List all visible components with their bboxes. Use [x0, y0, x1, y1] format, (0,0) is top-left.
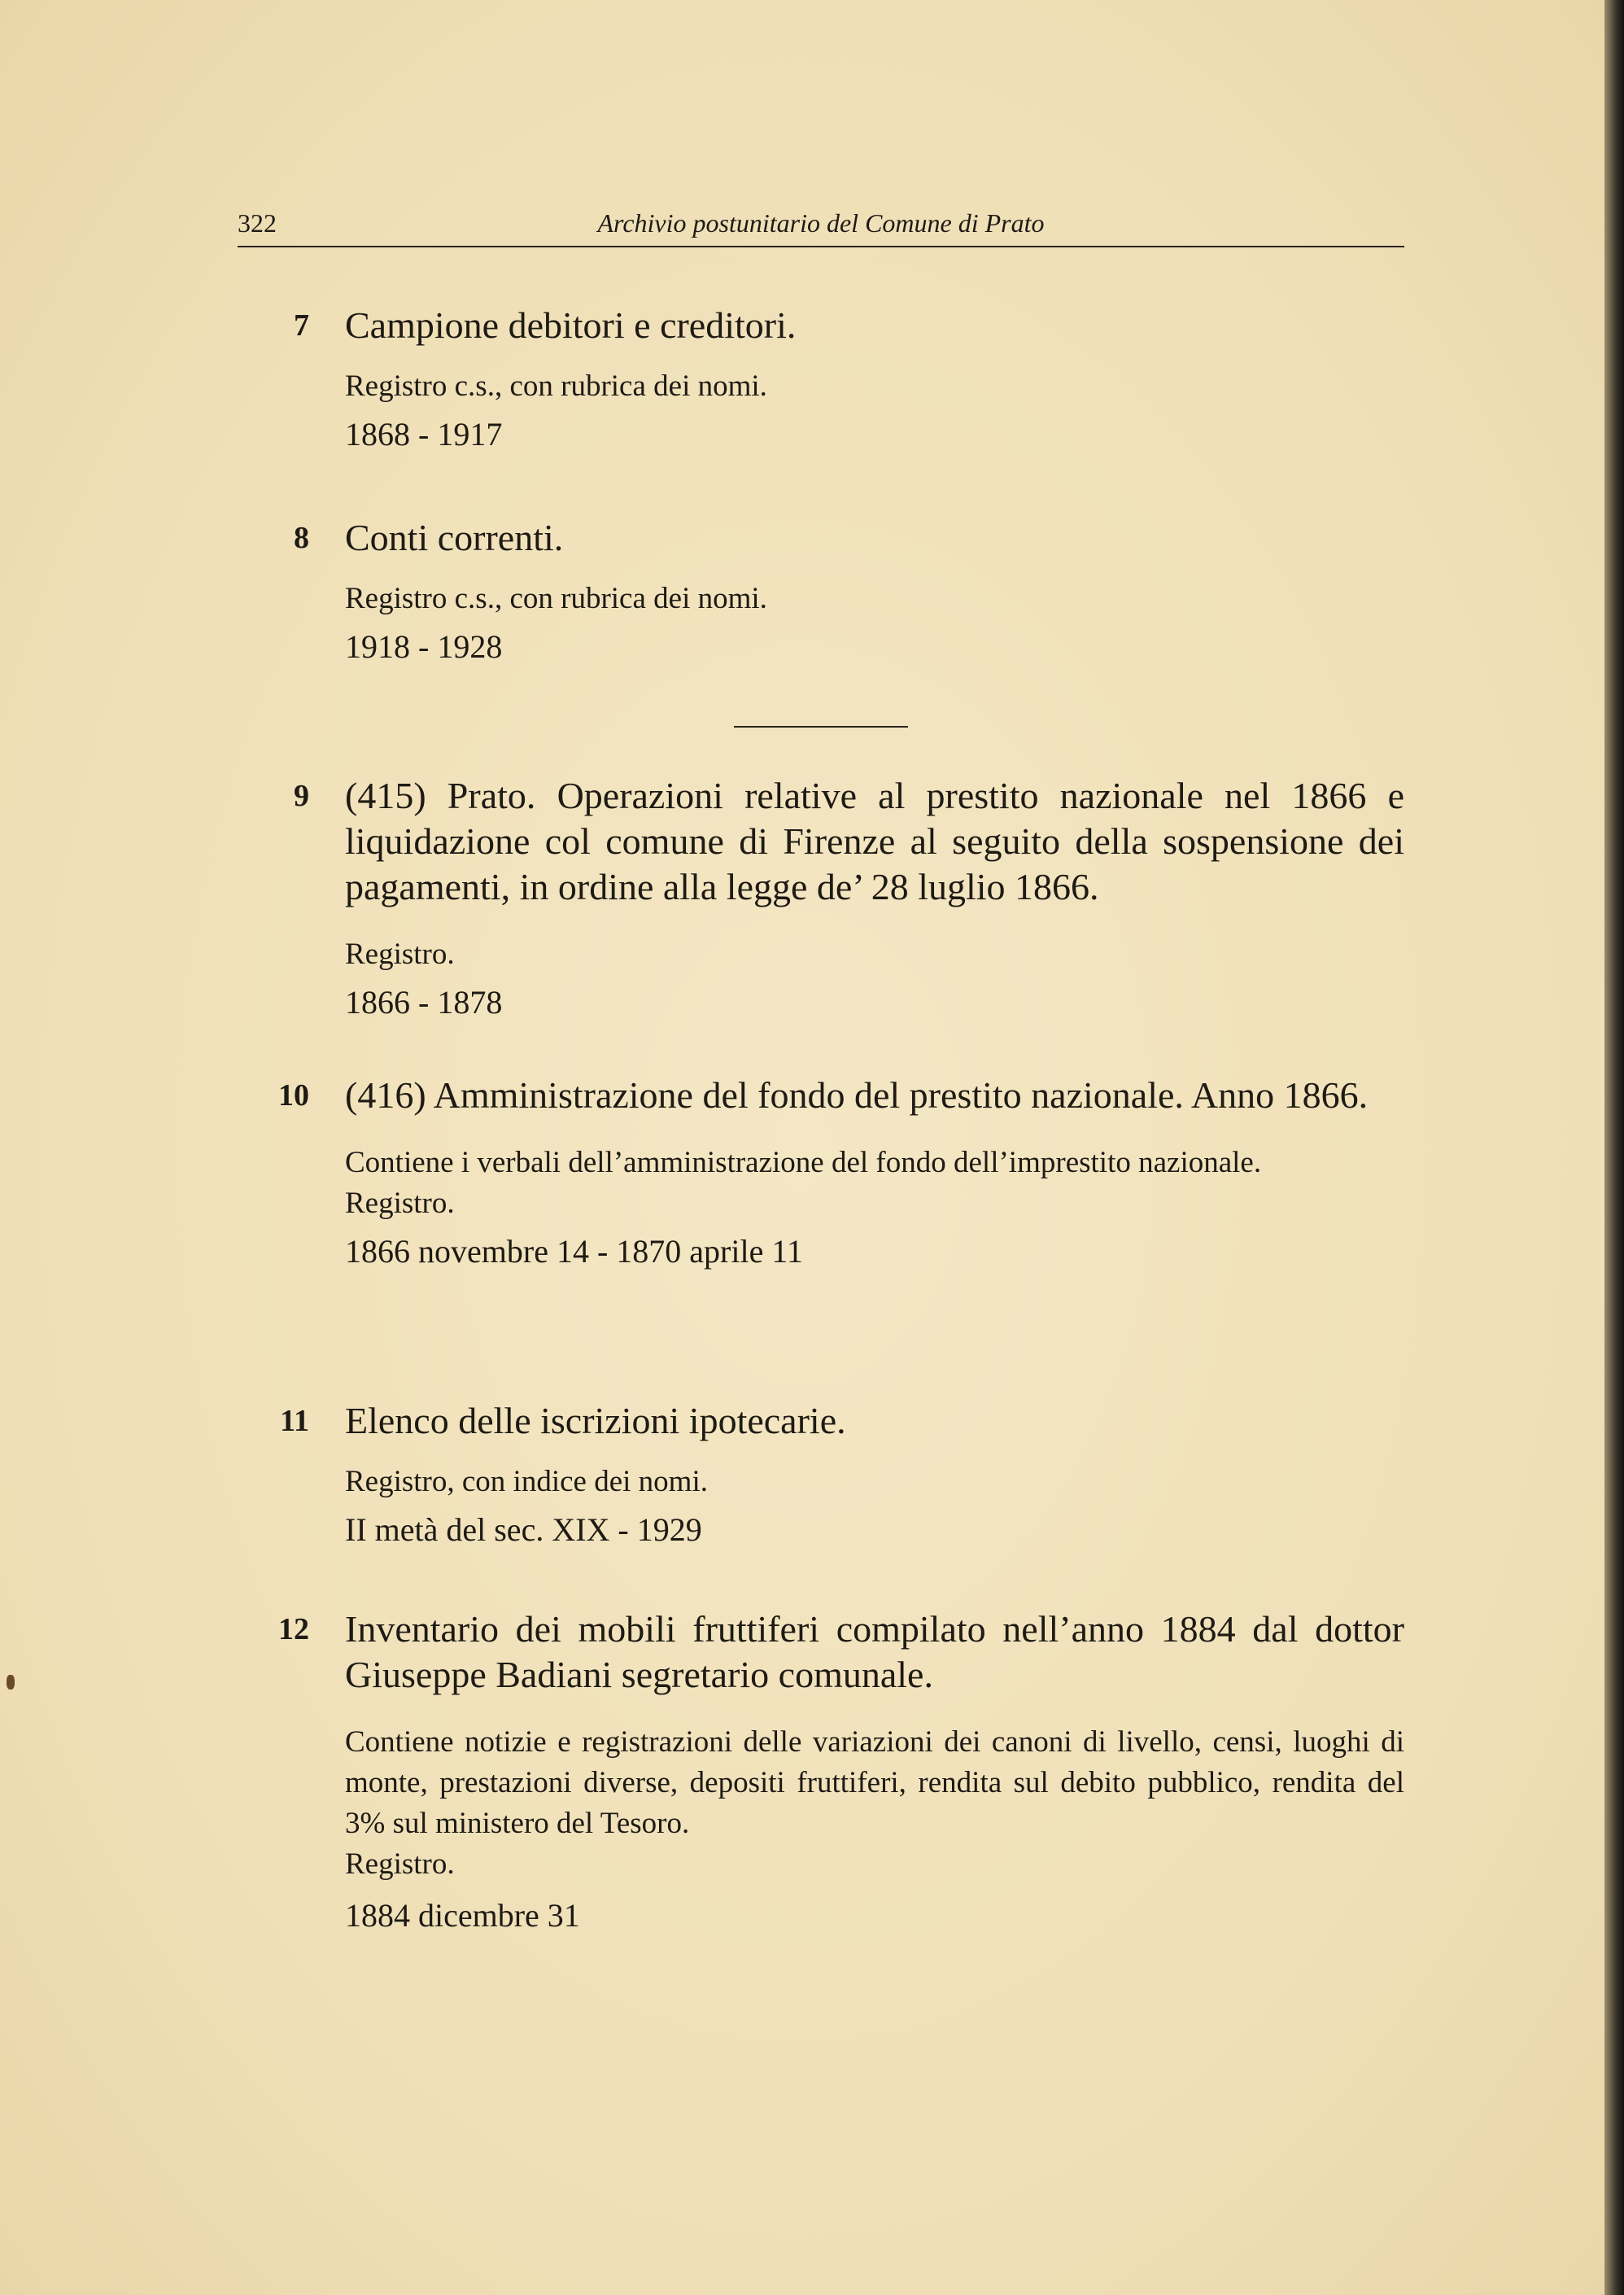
entry-type: Registro c.s., con rubrica dei nomi.: [345, 582, 767, 615]
entry-note: Contiene i verbali dell’amministrazione del fondo dell’imprestito nazionale.: [345, 1146, 1262, 1179]
entry-dates: 1884 dicembre 31: [345, 1897, 580, 1934]
entry-title: (415) Prato. Operazioni relative al prestito nazionale nel 1866 e liquidazione col comune di Firenze al seguito della sospensione dei pagamenti, in ordine alla legge de’ 28 luglio 1866.: [345, 775, 1404, 907]
entry-12: [238, 1606, 1404, 1937]
entry-dates: 1866 novembre 14 - 1870 aprile 11: [345, 1233, 803, 1270]
entry-title: Conti correnti.: [345, 517, 564, 558]
entry-8: [238, 515, 1404, 668]
entry-number: 11: [280, 1404, 309, 1438]
entry-dates: 1866 - 1878: [345, 984, 503, 1021]
entry-title: Elenco delle iscrizioni ipotecarie.: [345, 1400, 846, 1441]
entry-7: [238, 303, 1404, 456]
paper-mark: [7, 1675, 15, 1690]
entry-type: Registro c.s., con rubrica dei nomi.: [345, 369, 767, 403]
entry-title: (416) Amministrazione del fondo del prestito nazionale. Anno 1866.: [345, 1074, 1369, 1116]
page-number: 322: [238, 208, 277, 238]
running-head-title: Archivio postunitario del Comune di Prato: [597, 208, 1045, 238]
entry-dates: 1868 - 1917: [345, 416, 503, 452]
entry-number: 8: [294, 521, 309, 555]
entry-type: Registro.: [345, 1187, 455, 1220]
entry-11: [238, 1398, 1404, 1551]
entry-type: Registro.: [345, 1847, 455, 1881]
entry-number: 9: [294, 779, 309, 813]
entry-type: Registro.: [345, 938, 455, 971]
running-head: [238, 205, 1404, 247]
entry-title: Campione debitori e creditori.: [345, 304, 797, 346]
entry-note: Contiene notizie e registrazioni delle variazioni dei canoni di livello, censi, luoghi di monte, prestazioni diverse, depositi fruttiferi, rendita sul debito pubblico, rendita del 3% sul ministero del Tesoro.: [345, 1725, 1404, 1840]
entry-title: Inventario dei mobili fruttiferi compilato nell’anno 1884 dal dottor Giuseppe Badiani segretario comunale.: [345, 1608, 1404, 1695]
entry-number: 7: [294, 308, 309, 343]
entry-number: 12: [278, 1612, 309, 1646]
section-separator: [734, 726, 908, 728]
entry-dates: 1918 - 1928: [345, 628, 503, 665]
entry-number: 10: [278, 1078, 309, 1113]
entry-type: Registro, con indice dei nomi.: [345, 1465, 708, 1498]
entry-10: [238, 1073, 1404, 1273]
page-edge-shadow: [1604, 0, 1624, 2295]
entry-9: [238, 773, 1404, 1024]
entry-dates: II metà del sec. XIX - 1929: [345, 1511, 702, 1548]
